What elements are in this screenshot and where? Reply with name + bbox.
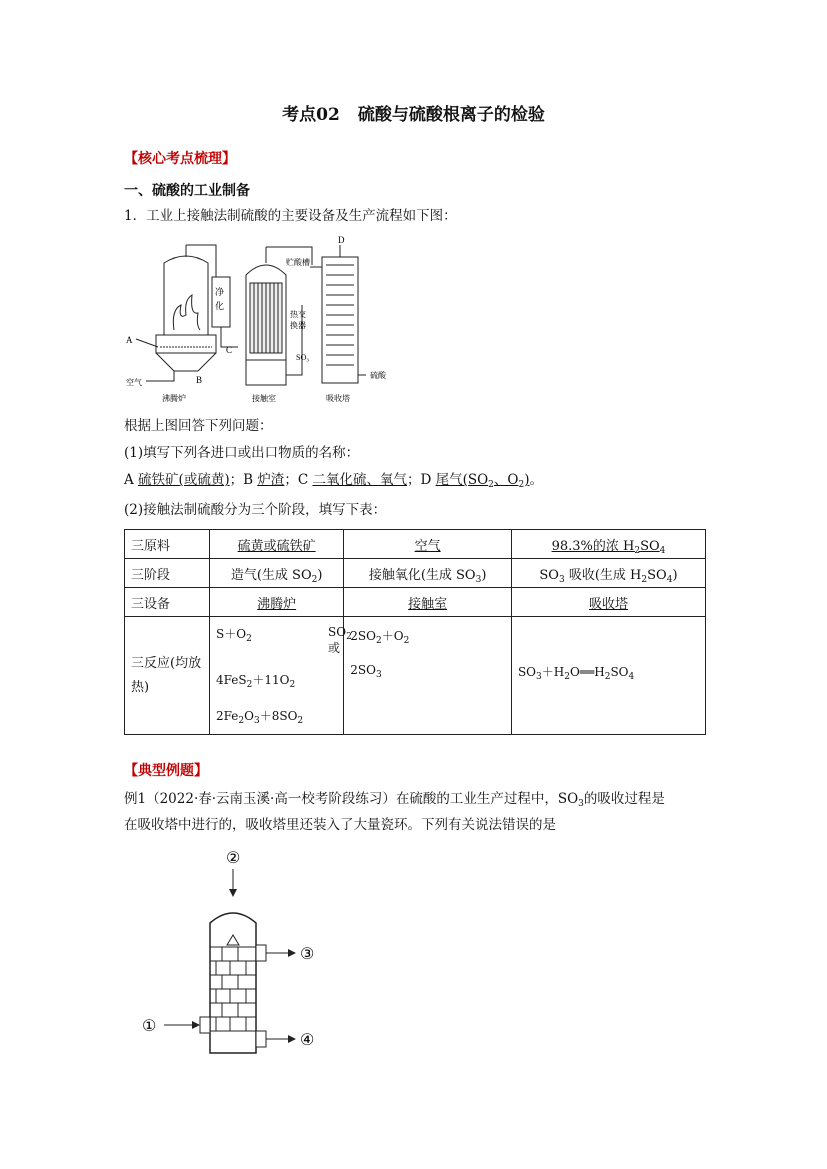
question-1: (1)填写下列各进口或出口物质的名称： (124, 445, 360, 461)
item-1-text: 1．工业上接触法制硫酸的主要设备及生产流程如下图： (124, 208, 457, 224)
table-row-reactions: 三反应(均放热) $S+O_2$ $SO_2$或 $4FeS_2+11O_2$ $2Fe_2O_3+8SO_2$ $2SO_2+O_2$ $2SO_3$ $SO_3+H_2O══H_2SO_4$ (125, 617, 706, 735)
label-circle-3: ③ (300, 944, 315, 963)
label-B: B (196, 375, 203, 385)
heading-industrial-production: 一、硫酸的工业制备 (124, 183, 250, 199)
label-air: 空气 (126, 378, 142, 387)
answer-d: 尾气($SO_2$、$O_2$) (435, 472, 530, 490)
example-1-line-1: 例1（2022·春·云南玉溪·高一校考阶段练习）在硫酸的工业生产过程中，$SO_3$的吸收过程是 (124, 791, 665, 809)
absorption-tower (310, 245, 366, 383)
contact-process-diagram (126, 235, 416, 405)
question-intro: 根据上图回答下列问题： (124, 418, 273, 434)
section-example-heading: 【典型例题】 (124, 763, 208, 779)
page-title (0, 100, 827, 125)
label-heat-exchanger-1: 热交 (290, 310, 306, 319)
label-product: 硫酸 (370, 371, 386, 380)
label-C: C (226, 345, 233, 355)
label-contact-room: 接触室 (252, 394, 276, 403)
label-heat-exchanger-2: 换器 (290, 321, 306, 330)
answer-a: 硫铁矿(或硫黄) (138, 472, 230, 488)
table-row-stages: 三阶段 造气(生成 $SO_2$) 接触氧化(生成 $SO_3$) $SO_3$ 吸收(生成 $H_2SO_4$) (125, 559, 706, 588)
absorption-tower-diagram (140, 843, 340, 1058)
label-tank: 贮酸槽 (286, 258, 310, 267)
answer-1: A 硫铁矿(或硫黄)；B 炉渣；C 二氧化硫、氧气；D 尾气($SO_2$、$O_2$)。 (124, 472, 543, 490)
label-circle-2: ② (226, 848, 241, 867)
label-circle-4: ④ (300, 1030, 315, 1049)
section-core-heading: 【核心考点梳理】 (124, 151, 236, 167)
label-D: D (338, 235, 345, 245)
three-stage-table (124, 529, 706, 735)
label-A: A (126, 335, 133, 345)
question-2: (2)接触法制硫酸分为三个阶段，填写下表： (124, 502, 387, 518)
answer-c: 二氧化硫、氧气 (312, 472, 407, 488)
table-row-equipment: 三设备 沸腾炉 接触室 吸收塔 (125, 588, 706, 617)
example-1-line-2: 在吸收塔中进行的，吸收塔里还装入了大量瓷环。下列有关说法错误的是 (124, 817, 556, 833)
label-purify-1: 净 (215, 287, 225, 297)
title-part1: 考点02 (282, 105, 340, 125)
boiling-furnace (156, 245, 216, 371)
label-furnace: 沸腾炉 (162, 394, 186, 403)
label-purify-2: 化 (215, 301, 225, 311)
label-so3: SO₃ (296, 353, 310, 362)
answer-b: 炉渣 (257, 472, 285, 488)
label-circle-1: ① (142, 1016, 157, 1035)
label-absorber: 吸收塔 (326, 394, 350, 403)
title-part2: 硫酸与硫酸根离子的检验 (357, 105, 545, 125)
table-row-raw-materials: 三原料 硫黄或硫铁矿 空气 98.3%的浓 $H_2SO_4$ (125, 530, 706, 559)
